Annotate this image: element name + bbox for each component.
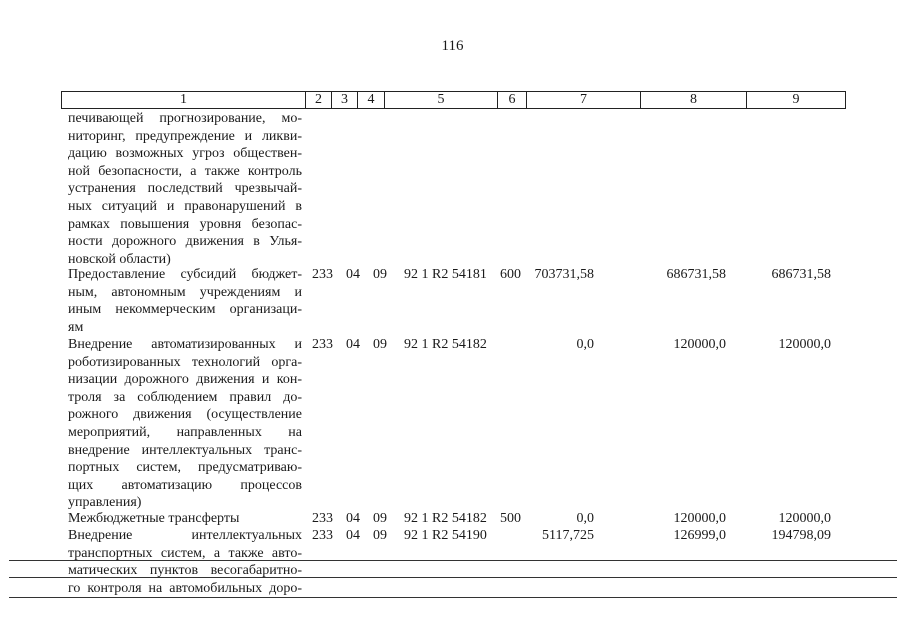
description-line: управления): [68, 495, 142, 511]
row-description: [68, 510, 302, 528]
description-line: внедрение интеллектуальных транс-: [68, 442, 302, 458]
column-header-5: 5: [384, 91, 497, 109]
description-line: матических пунктов весогабаритно-: [68, 563, 302, 579]
description-line: транспортных систем, а также авто-: [68, 545, 302, 561]
cell-col-7: 5117,725: [542, 528, 594, 543]
cell-col-4: 09: [373, 267, 387, 282]
description-line: портных систем, предусматриваю-: [68, 460, 302, 476]
description-line: Внедрение автоматизированных и: [68, 337, 302, 352]
description-line: го контроля на автомобильных доро-: [68, 580, 302, 596]
cell-col-9: 120000,0: [778, 511, 831, 526]
description-line: рамках повышения уровня безопас-: [68, 216, 302, 232]
cell-col-4: 09: [373, 528, 387, 543]
cell-col-9: 120000,0: [778, 337, 831, 352]
row-description: [68, 336, 302, 512]
cell-col-3: 04: [346, 528, 360, 543]
column-header-7: 7: [526, 91, 640, 109]
page-number: 116: [441, 38, 464, 54]
cell-col-4: 09: [373, 511, 387, 526]
description-line: дацию возможных угроз обществен-: [68, 146, 302, 162]
cell-col-5: 92 1 R2 54182: [404, 511, 487, 526]
row-description: [68, 266, 302, 336]
description-line: новской области): [68, 251, 171, 267]
description-line: Межбюджетные трансферты: [68, 511, 240, 526]
cell-col-5: 92 1 R2 54181: [404, 267, 487, 282]
column-header-8: 8: [640, 91, 746, 109]
description-line: низации дорожного движения и кон-: [68, 372, 302, 388]
description-line: троля за соблюдением правил до-: [68, 389, 302, 405]
cell-col-7: 0,0: [576, 337, 594, 352]
description-line: ным, автономным учреждениям и: [68, 284, 302, 300]
cell-col-5: 92 1 R2 54190: [404, 528, 487, 543]
description-line: печивающей прогнозирование, мо-: [68, 111, 302, 126]
description-line: роботизированных технологий орга-: [68, 354, 302, 370]
cell-col-7: 0,0: [576, 511, 594, 526]
column-header-3: 3: [331, 91, 357, 109]
horizontal-rule: [9, 560, 897, 561]
cell-col-7: 703731,58: [534, 267, 594, 282]
description-line: ности дорожного движения в Улья-: [68, 234, 302, 250]
cell-col-3: 04: [346, 267, 360, 282]
cell-col-3: 04: [346, 511, 360, 526]
cell-col-2: 233: [312, 267, 333, 282]
description-line: ниторинг, предупреждение и ликви-: [68, 128, 302, 144]
description-line: мероприятий, направленных на: [68, 424, 302, 440]
cell-col-8: 126999,0: [673, 528, 726, 543]
cell-col-3: 04: [346, 337, 360, 352]
description-line: Предоставление субсидий бюджет-: [68, 267, 302, 282]
cell-col-6: 500: [500, 511, 521, 526]
horizontal-rule: [9, 577, 897, 578]
description-line: Внедрение интеллектуальных: [68, 528, 302, 543]
row-description: [68, 527, 302, 597]
column-header-1: 1: [61, 91, 305, 109]
cell-col-6: 600: [500, 267, 521, 282]
table-header-row: [61, 91, 845, 109]
cell-col-4: 09: [373, 337, 387, 352]
row-description: [68, 110, 302, 268]
column-header-6: 6: [497, 91, 526, 109]
cell-col-2: 233: [312, 337, 333, 352]
cell-col-8: 120000,0: [673, 337, 726, 352]
column-header-2: 2: [305, 91, 331, 109]
cell-col-2: 233: [312, 511, 333, 526]
description-line: устранения последствий чрезвычай-: [68, 181, 302, 197]
column-header-4: 4: [357, 91, 384, 109]
cell-col-2: 233: [312, 528, 333, 543]
description-line: щих автоматизацию процессов: [68, 477, 302, 493]
description-line: ных ситуаций и правонарушений в: [68, 198, 302, 214]
cell-col-5: 92 1 R2 54182: [404, 337, 487, 352]
cell-col-8: 120000,0: [673, 511, 726, 526]
horizontal-rule: [9, 597, 897, 598]
description-line: рожного движения (осуществление: [68, 407, 302, 423]
description-line: ной безопасности, а также контроль: [68, 163, 302, 179]
cell-col-9: 686731,58: [771, 267, 831, 282]
description-line: иным некоммерческим организаци-: [68, 302, 302, 318]
description-line: ям: [68, 319, 84, 335]
column-header-9: 9: [746, 91, 846, 109]
cell-col-9: 194798,09: [771, 528, 831, 543]
cell-col-8: 686731,58: [666, 267, 726, 282]
